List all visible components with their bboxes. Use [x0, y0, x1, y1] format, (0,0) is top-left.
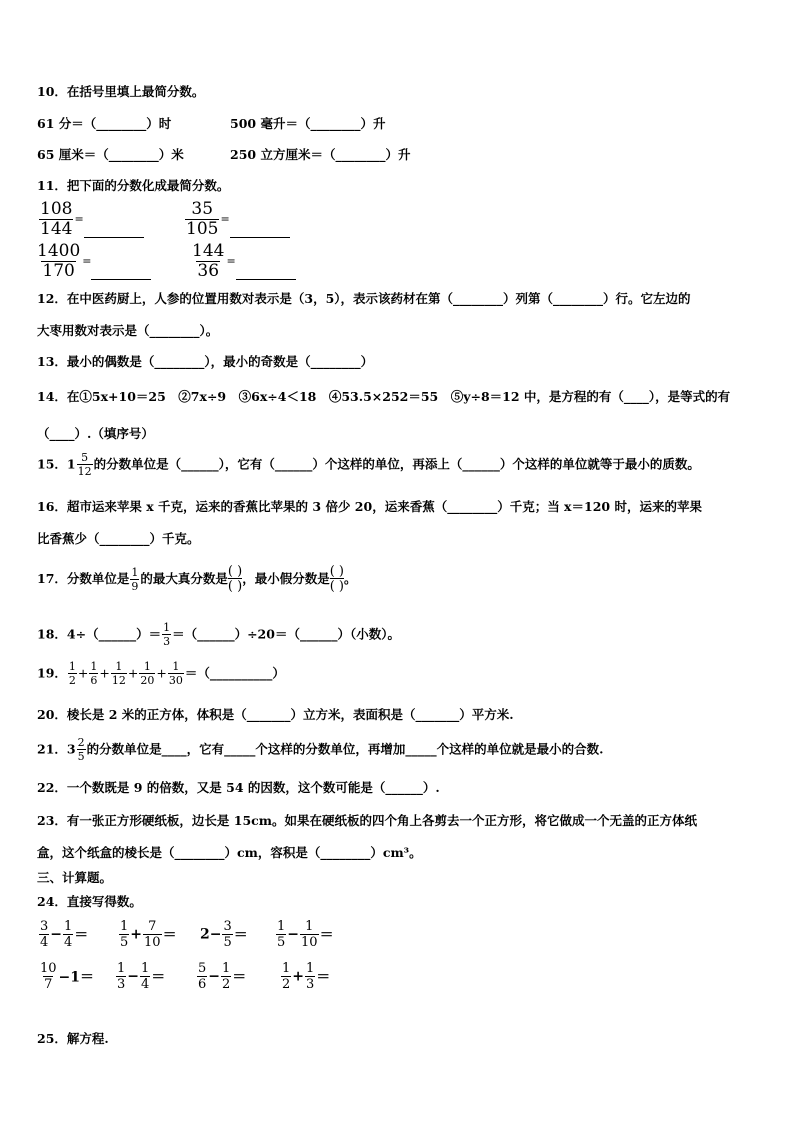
q24-expr-7: $\frac{5}{6}$ − $\frac{1}{2}$ ＝ [198, 961, 247, 992]
fraction: $\frac{144}{36}$ [192, 241, 225, 281]
q23-line-2: 盒，这个纸盒的棱长是（________）cm，容积是（________）cm³。 [37, 845, 422, 860]
q10-item-4: 250 立方厘米＝（________）升 [230, 147, 411, 162]
q24-expr-6: $\frac{1}{3}$ − $\frac{1}{4}$ ＝ [117, 961, 166, 992]
fraction: $\frac{5}{6}$ [198, 961, 207, 992]
q11-expr-1: $\frac{108}{144}$ = [38, 201, 144, 238]
q11-expr-2: $\frac{35}{105}$ = [184, 201, 290, 238]
q13: 13．最小的偶数是（________），最小的奇数是（________） [37, 354, 374, 369]
fraction: $\frac{2}{5}$ [77, 736, 85, 763]
q18: 18．4÷（______）＝ $\frac{1}{3}$ ＝（______）÷20＝（______）（小数）。 [37, 621, 400, 648]
q19: 19． $\frac{1}{2}$ + $\frac{1}{6}$ + $\frac{1}{12}$ + $\frac{1}{20}$ + $\frac{1}{30}$ ＝（__________） [37, 660, 285, 687]
q12-line-1: 12．在中医药厨上，人参的位置用数对表示是（3，5），表示该药材在第（________）列第（________）行。它左边的 [37, 291, 691, 306]
q24-expr-2: $\frac{1}{5}$ + $\frac{7}{10}$ ＝ [120, 919, 177, 950]
fraction: $\frac{3}{4}$ [40, 919, 49, 950]
q24-expr-5: $\frac{10}{7}$ −1＝ [40, 961, 95, 992]
fraction: $\frac{1}{3}$ [163, 621, 171, 648]
q12-line-2: 大枣用数对表示是（________）。 [37, 323, 219, 338]
q15: 15．1 $\frac{5}{12}$ 的分数单位是（______），它有（______）个这样的单位，再添上（______）个这样的单位就等于最小的质数。 [37, 451, 700, 478]
fraction: $\frac{1}{4}$ [64, 919, 73, 950]
q24-expr-1: $\frac{3}{4}$ − $\frac{1}{4}$ ＝ [40, 919, 89, 950]
q24-expr-4: $\frac{1}{5}$ − $\frac{1}{10}$ ＝ [277, 919, 334, 950]
blank-fraction: $\frac{( )}{( )}$ [227, 564, 243, 594]
q17: 17．分数单位是 $\frac{1}{9}$ 的最大真分数是 $\frac{( )}{( )}$ ，最小假分数是 $\frac{( )}{( )}$ 。 [37, 564, 357, 594]
fraction: $\frac{1400}{170}$ [37, 241, 81, 281]
fraction: $\frac{1}{3}$ [117, 961, 126, 992]
q11-expr-3: $\frac{1400}{170}$ = [35, 243, 151, 280]
fraction: $\frac{1}{3}$ [306, 961, 315, 992]
fraction: $\frac{1}{6}$ [90, 660, 98, 687]
q14-line-1: 14．在①5x+10＝25 ②7x÷9 ③6x÷4＜18 ④53.5×252＝55 ⑤y÷8＝12 中，是方程的有（____），是等式的有 [37, 389, 731, 404]
q10-title: 10．在括号里填上最简分数。 [37, 84, 205, 99]
q10-item-2: 500 毫升＝（________）升 [230, 116, 386, 131]
q22: 22．一个数既是 9 的倍数，又是 54 的因数，这个数可能是（______）. [37, 780, 440, 795]
q24-title: 24．直接写得数。 [37, 894, 142, 909]
fraction: $\frac{10}{7}$ [40, 961, 57, 992]
fraction: $\frac{7}{10}$ [144, 919, 161, 950]
fraction: $\frac{1}{30}$ [168, 660, 183, 687]
fraction: $\frac{1}{20}$ [140, 660, 155, 687]
q24-expr-3: 2− $\frac{3}{5}$ ＝ [200, 919, 248, 950]
q11-expr-4: $\frac{144}{36}$ = [190, 243, 296, 280]
q10-item-1: 61 分＝（________）时 [37, 116, 172, 131]
q20: 20．棱长是 2 米的正方体，体积是（_______）立方米，表面积是（_______）平方米. [37, 707, 514, 722]
q21: 21．3 $\frac{2}{5}$ 的分数单位是____，它有_____个这样的分数单位，再增加_____个这样的单位就是最小的合数. [37, 736, 604, 763]
q11-title: 11．把下面的分数化成最简分数。 [37, 178, 230, 193]
q25-title: 25．解方程. [37, 1031, 109, 1046]
fraction: $\frac{1}{4}$ [141, 961, 150, 992]
q24-expr-8: $\frac{1}{2}$ + $\frac{1}{3}$ ＝ [282, 961, 331, 992]
fraction: $\frac{1}{2}$ [282, 961, 291, 992]
fraction: $\frac{1}{5}$ [277, 919, 286, 950]
fraction: $\frac{1}{2}$ [68, 660, 76, 687]
fraction: $\frac{1}{12}$ [111, 660, 126, 687]
fraction: $\frac{1}{10}$ [301, 919, 318, 950]
section-title: 三、计算题。 [37, 870, 113, 885]
fraction: $\frac{5}{12}$ [77, 451, 92, 478]
fraction: $\frac{3}{5}$ [223, 919, 232, 950]
q23-line-1: 23．有一张正方形硬纸板，边长是 15cm。如果在硬纸板的四个角上各剪去一个正方形，将它做成一个无盖的正方体纸 [37, 813, 697, 828]
fraction: $\frac{108}{144}$ [40, 199, 73, 239]
fraction: $\frac{35}{105}$ [186, 199, 219, 239]
fraction: $\frac{1}{9}$ [131, 565, 139, 593]
blank-fraction: $\frac{( )}{( )}$ [329, 564, 344, 594]
q16-line-1: 16．超市运来苹果 x 千克，运来的香蕉比苹果的 3 倍少 20，运来香蕉（________）千克；当 x＝120 时，运来的苹果 [37, 499, 702, 514]
q14-line-2: （____）.（填序号） [37, 426, 154, 441]
q10-item-3: 65 厘米＝（________）米 [37, 147, 184, 162]
fraction: $\frac{1}{5}$ [120, 919, 129, 950]
fraction: $\frac{1}{2}$ [222, 961, 231, 992]
q16-line-2: 比香蕉少（________）千克。 [37, 531, 200, 546]
